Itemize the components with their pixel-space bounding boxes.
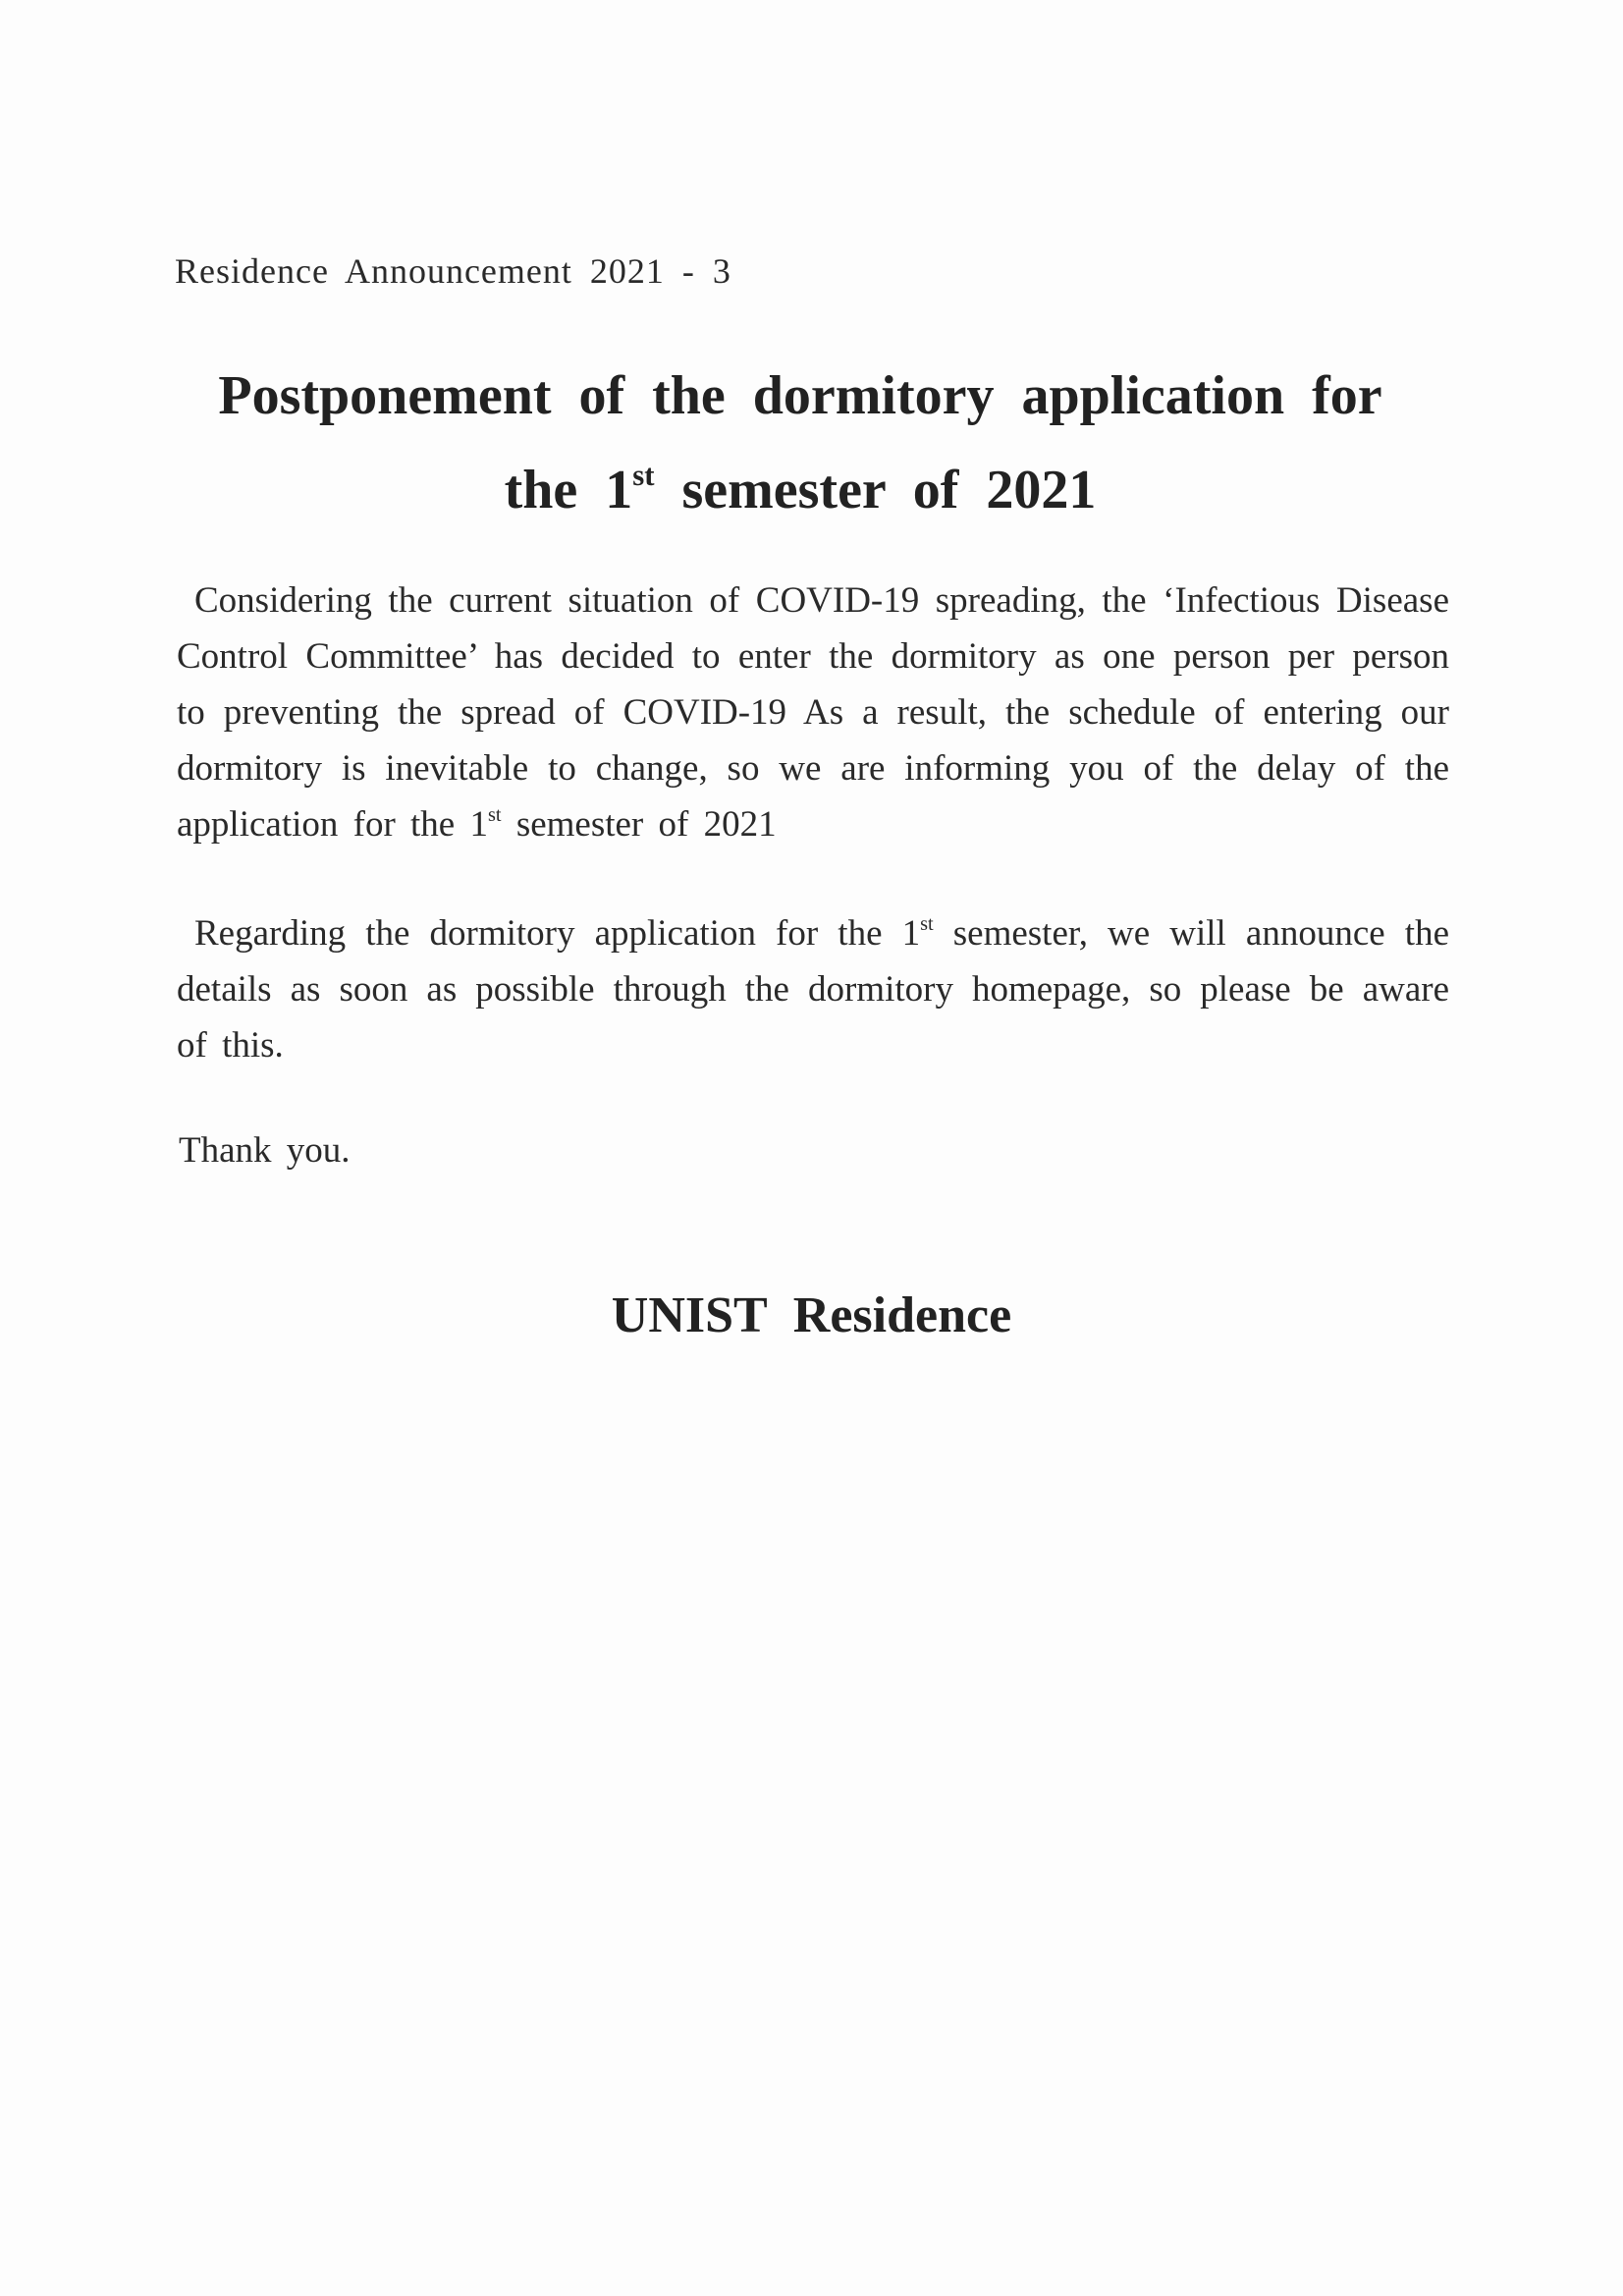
paragraph-1-ordinal-suffix: st xyxy=(487,803,502,826)
paragraph-1-end: semester of 2021 xyxy=(501,804,777,845)
paragraph-2-ordinal-suffix: st xyxy=(920,912,934,935)
announcement-number: Residence Announcement 2021 - 3 xyxy=(175,251,731,291)
title-line-2-prefix: the 1 xyxy=(504,460,633,520)
closing-text: Thank you. xyxy=(179,1130,351,1171)
body-paragraph-1 xyxy=(177,573,1449,852)
paragraph-2-end: semester, we will announce the details as soon as possible through the dormitory homepage, so please be aware of this. xyxy=(177,913,1449,1066)
title-line-2-suffix: semester of 2021 xyxy=(654,460,1097,520)
paragraph-1-text: Considering the current situation of COVID-19 spreading, the ‘Infectious Disease Control Committee’ has decided to enter the dormitory as one person per person to preventing the spread of COVID-19 As a result, the schedule of entering our dormitory is inevitable to change, so we are informing you of the delay of the application for the 1 xyxy=(177,580,1449,845)
document-title xyxy=(147,349,1453,537)
signature-organization: UNIST Residence xyxy=(611,1287,1012,1343)
paragraph-2-start: Regarding the dormitory application for the 1 xyxy=(194,913,921,954)
body-paragraph-2 xyxy=(177,905,1449,1073)
title-ordinal-suffix: st xyxy=(632,458,655,492)
title-line-1: Postponement of the dormitory application for xyxy=(218,365,1382,426)
